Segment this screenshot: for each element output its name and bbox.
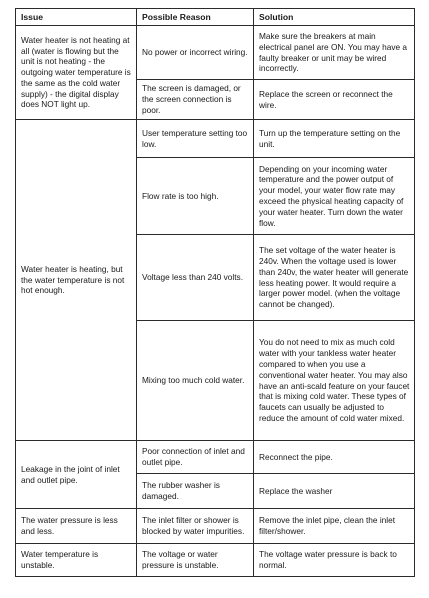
issue-cell: The water pressure is less and less. <box>16 509 137 544</box>
reason-cell: User temperature setting too low. <box>137 120 254 158</box>
reason-cell: Poor connection of inlet and outlet pipe. <box>137 441 254 474</box>
table-row <box>16 509 415 544</box>
solution-cell: Remove the inlet pipe, clean the inlet filter/shower. <box>254 509 415 544</box>
table-row <box>16 441 415 474</box>
solution-cell: You do not need to mix as much cold water with your tankless water heater compared to when you use a conventional water heater. You may also have an anti-scald feature on your faucet that is mixing cold water. These types of faucets can usually be adjusted to reduce the amount of cold water mixed. <box>254 321 415 441</box>
troubleshooting-table <box>15 8 415 577</box>
reason-cell: Flow rate is too high. <box>137 158 254 235</box>
header-possible-reason: Possible Reason <box>137 9 254 26</box>
issue-cell: Leakage in the joint of inlet and outlet pipe. <box>16 441 137 509</box>
solution-cell: The voltage water pressure is back to normal. <box>254 544 415 577</box>
solution-cell: The set voltage of the water heater is 240v. When the voltage used is lower than 240v, the water heater will generate less heating power. It would require a larger power model. (when the voltage cannot be changed). <box>254 235 415 321</box>
reason-cell: The rubber washer is damaged. <box>137 474 254 509</box>
table-row <box>16 26 415 80</box>
table-row <box>16 544 415 577</box>
header-solution: Solution <box>254 9 415 26</box>
reason-cell: The screen is damaged, or the screen connection is poor. <box>137 80 254 120</box>
header-issue: Issue <box>16 9 137 26</box>
reason-cell: The inlet filter or shower is blocked by water impurities. <box>137 509 254 544</box>
reason-cell: Voltage less than 240 volts. <box>137 235 254 321</box>
solution-cell: Replace the screen or reconnect the wire. <box>254 80 415 120</box>
reason-cell: No power or incorrect wiring. <box>137 26 254 80</box>
table-row <box>16 120 415 158</box>
solution-cell: Depending on your incoming water temperature and the power output of your model, your water flow rate may exceed the physical heating capacity of your water heater. Turn down the water flow. <box>254 158 415 235</box>
solution-cell: Make sure the breakers at main electrical panel are ON. You may have a faulty breaker or unit may be wired incorrectly. <box>254 26 415 80</box>
issue-cell: Water heater is not heating at all (water is flowing but the unit is not heating - the outgoing water temperature is the same as the cold water supply) - the digital display does NOT light up. <box>16 26 137 120</box>
solution-cell: Reconnect the pipe. <box>254 441 415 474</box>
issue-cell: Water heater is heating, but the water temperature is not hot enough. <box>16 120 137 441</box>
reason-cell: The voltage or water pressure is unstable. <box>137 544 254 577</box>
reason-cell: Mixing too much cold water. <box>137 321 254 441</box>
issue-cell: Water temperature is unstable. <box>16 544 137 577</box>
solution-cell: Replace the washer <box>254 474 415 509</box>
solution-cell: Turn up the temperature setting on the unit. <box>254 120 415 158</box>
header-row <box>16 9 415 26</box>
